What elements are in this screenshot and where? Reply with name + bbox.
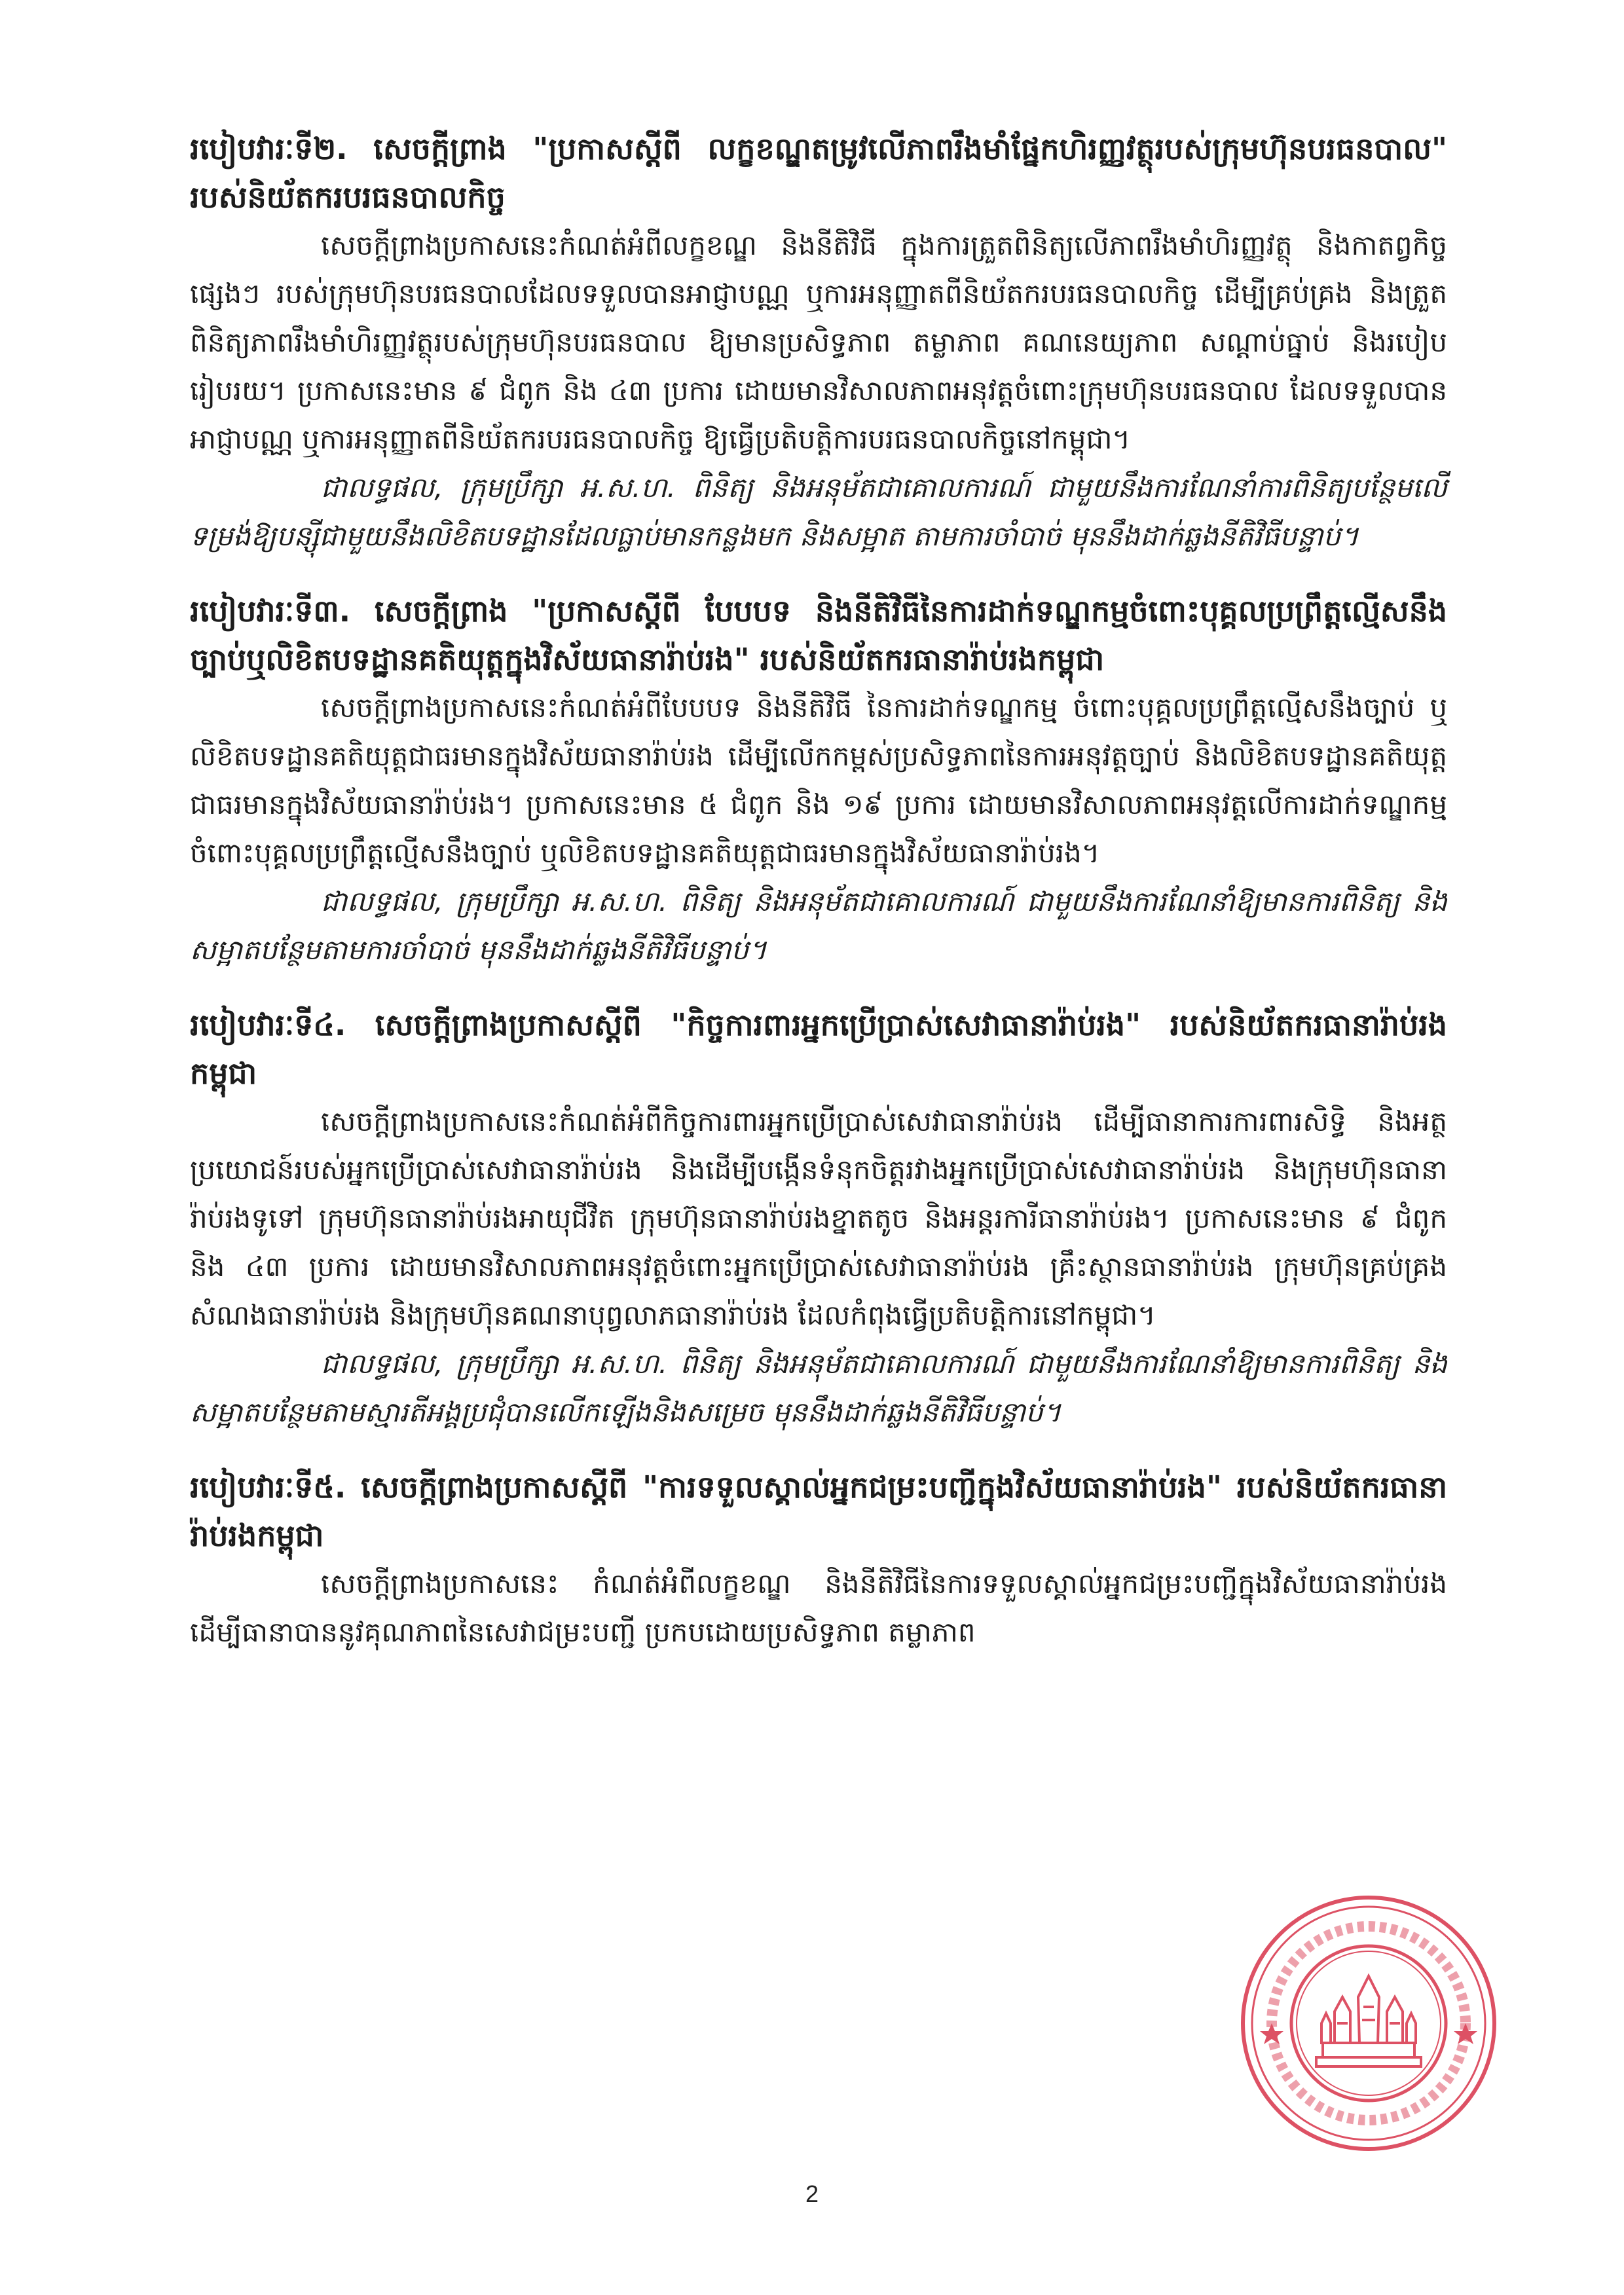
agenda-item-heading: របៀបវារៈទី៣. សេចក្តីព្រាង "ប្រកាសស្តីពី បែបបទ និងនីតិវិធីនៃការដាក់ទណ្ឌកម្មចំពោះបុគ្គលប្រព្រឹត្តល្មើសនឹងច្បាប់ឬលិខិតបទដ្ឋានគតិយុត្តក្នុងវិស័យធានារ៉ាប់រង" របស់និយ័តករធានារ៉ាប់រងកម្ពុជា xyxy=(190,593,1447,677)
official-seal-icon xyxy=(1238,1892,1500,2154)
agenda-item-heading: របៀបវារៈទី៤. សេចក្តីព្រាងប្រកាសស្តីពី "កិច្ចការពារអ្នកប្រើប្រាស់សេវាធានារ៉ាប់រង" របស់និយ័តករធានារ៉ាប់រងកម្ពុជា xyxy=(190,1007,1447,1091)
agenda-item-3 xyxy=(190,587,1447,974)
agenda-item-4 xyxy=(190,1001,1447,1437)
agenda-item-result: ជាលទ្ធផល, ក្រុមប្រឹក្សា អ.ស.ហ. ពិនិត្យ និងអនុម័តជាគោលការណ៍ ជាមួយនឹងការណែនាំឱ្យមានការពិនិត្យ និងសម្អាតបន្ថែមតាមការចាំបាច់ មុននឹងដាក់ឆ្លងនីតិវិធីបន្ទាប់។ xyxy=(190,885,1447,966)
agenda-item-description: សេចក្តីព្រាងប្រកាសនេះកំណត់អំពីកិច្ចការពារអ្នកប្រើប្រាស់សេវាធានារ៉ាប់រង ដើម្បីធានាការការពារសិទ្ធិ និងអត្ថប្រយោជន៍របស់អ្នកប្រើប្រាស់សេវាធានារ៉ាប់រង និងដើម្បីបង្កើនទំនុកចិត្តរវាងអ្នកប្រើប្រាស់សេវាធានារ៉ាប់រង និងក្រុមហ៊ុនធានារ៉ាប់រងទូទៅ ក្រុមហ៊ុនធានារ៉ាប់រងអាយុជីវិត ក្រុមហ៊ុនធានារ៉ាប់រងខ្នាតតូច និងអន្តរការីធានារ៉ាប់រង។ ប្រកាសនេះមាន ៩ ជំពូក និង ៤៣ ប្រការ ដោយមានវិសាលភាពអនុវត្តចំពោះអ្នកប្រើប្រាស់សេវាធានារ៉ាប់រង គ្រឹះស្ថានធានារ៉ាប់រង ក្រុមហ៊ុនគ្រប់គ្រងសំណងធានារ៉ាប់រង និងក្រុមហ៊ុនគណនាបុព្វលាភធានារ៉ាប់រង ដែលកំពុងធ្វើប្រតិបត្តិការនៅកម្ពុជា។ xyxy=(190,1105,1447,1331)
agenda-item-description: សេចក្តីព្រាងប្រកាសនេះកំណត់អំពីលក្ខខណ្ឌ និងនីតិវិធី ក្នុងការត្រួតពិនិត្យលើភាពរឹងមាំហិរញ្ញវត្ថុ និងកាតព្វកិច្ចផ្សេងៗ របស់ក្រុមហ៊ុនបរធនបាលដែលទទួលបានអាជ្ញាបណ្ណ ឬការអនុញ្ញាតពីនិយ័តករបរធនបាលកិច្ច ដើម្បីគ្រប់គ្រង និងត្រួតពិនិត្យភាពរឹងមាំហិរញ្ញវត្ថុរបស់ក្រុមហ៊ុនបរធនបាល ឱ្យមានប្រសិទ្ធភាព តម្លាភាព គណនេយ្យភាព សណ្តាប់ធ្នាប់ និងរបៀបរៀបរយ។ ប្រកាសនេះមាន ៩ ជំពូក និង ៤៣ ប្រការ ដោយមានវិសាលភាពអនុវត្តចំពោះក្រុមហ៊ុនបរធនបាល ដែលទទួលបានអាជ្ញាបណ្ណ ឬការអនុញ្ញាតពីនិយ័តករបរធនបាលកិច្ច ឱ្យធ្វើប្រតិបត្តិការបរធនបាលកិច្ចនៅកម្ពុជា។ xyxy=(190,229,1447,455)
agenda-item-heading: របៀបវារៈទី៥. សេចក្តីព្រាងប្រកាសស្តីពី "ការទទួលស្គាល់អ្នកជម្រះបញ្ជីក្នុងវិស័យធានារ៉ាប់រង" របស់និយ័តករធានារ៉ាប់រងកម្ពុជា xyxy=(190,1469,1447,1553)
page-number: 2 xyxy=(805,2180,819,2207)
agenda-item-5 xyxy=(190,1463,1447,1657)
agenda-item-2 xyxy=(190,124,1447,560)
agenda-item-result: ជាលទ្ធផល, ក្រុមប្រឹក្សា អ.ស.ហ. ពិនិត្យ និងអនុម័តជាគោលការណ៍ ជាមួយនឹងការណែនាំការពិនិត្យបន្ថែមលើទម្រង់ឱ្យបន្ស៊ីជាមួយនឹងលិខិតបទដ្ឋានដែលធ្លាប់មានកន្លងមក និងសម្អាត តាមការចាំបាច់ មុននឹងដាក់ឆ្លងនីតិវិធីបន្ទាប់។ xyxy=(190,471,1447,552)
agenda-item-description: សេចក្តីព្រាងប្រកាសនេះ កំណត់អំពីលក្ខខណ្ឌ និងនីតិវិធីនៃការទទួលស្គាល់អ្នកជម្រះបញ្ជីក្នុងវិស័យធានារ៉ាប់រង ដើម្បីធានាបាននូវគុណភាពនៃសេវាជម្រះបញ្ជី ប្រកបដោយប្រសិទ្ធភាព តម្លាភាព xyxy=(190,1568,1447,1648)
agenda-item-heading: របៀបវារៈទី២. សេចក្តីព្រាង "ប្រកាសស្តីពី លក្ខខណ្ឌតម្រូវលើភាពរឹងមាំផ្នែកហិរញ្ញវត្ថុរបស់ក្រុមហ៊ុនបរធនបាល" របស់និយ័តករបរធនបាលកិច្ច xyxy=(190,131,1447,215)
agenda-item-result: ជាលទ្ធផល, ក្រុមប្រឹក្សា អ.ស.ហ. ពិនិត្យ និងអនុម័តជាគោលការណ៍ ជាមួយនឹងការណែនាំឱ្យមានការពិនិត្យ និងសម្អាតបន្ថែមតាមស្មារតីអង្គប្រជុំបានលើកឡើងនិងសម្រេច មុននឹងដាក់ឆ្លងនីតិវិធីបន្ទាប់។ xyxy=(190,1348,1447,1428)
agenda-item-description: សេចក្តីព្រាងប្រកាសនេះកំណត់អំពីបែបបទ និងនីតិវិធី នៃការដាក់ទណ្ឌកម្ម ចំពោះបុគ្គលប្រព្រឹត្តល្មើសនឹងច្បាប់ ឬលិខិតបទដ្ឋានគតិយុត្តជាធរមានក្នុងវិស័យធានារ៉ាប់រង ដើម្បីលើកកម្ពស់ប្រសិទ្ធភាពនៃការអនុវត្តច្បាប់ និងលិខិតបទដ្ឋានគតិយុត្តជាធរមានក្នុងវិស័យធានារ៉ាប់រង។ ប្រកាសនេះមាន ៥ ជំពូក និង ១៩ ប្រការ ដោយមានវិសាលភាពអនុវត្តលើការដាក់ទណ្ឌកម្ម ចំពោះបុគ្គលប្រព្រឹត្តល្មើសនឹងច្បាប់ ឬលិខិតបទដ្ឋានគតិយុត្តជាធរមានក្នុងវិស័យធានារ៉ាប់រង។ xyxy=(190,691,1447,869)
document-body xyxy=(190,124,1447,1683)
